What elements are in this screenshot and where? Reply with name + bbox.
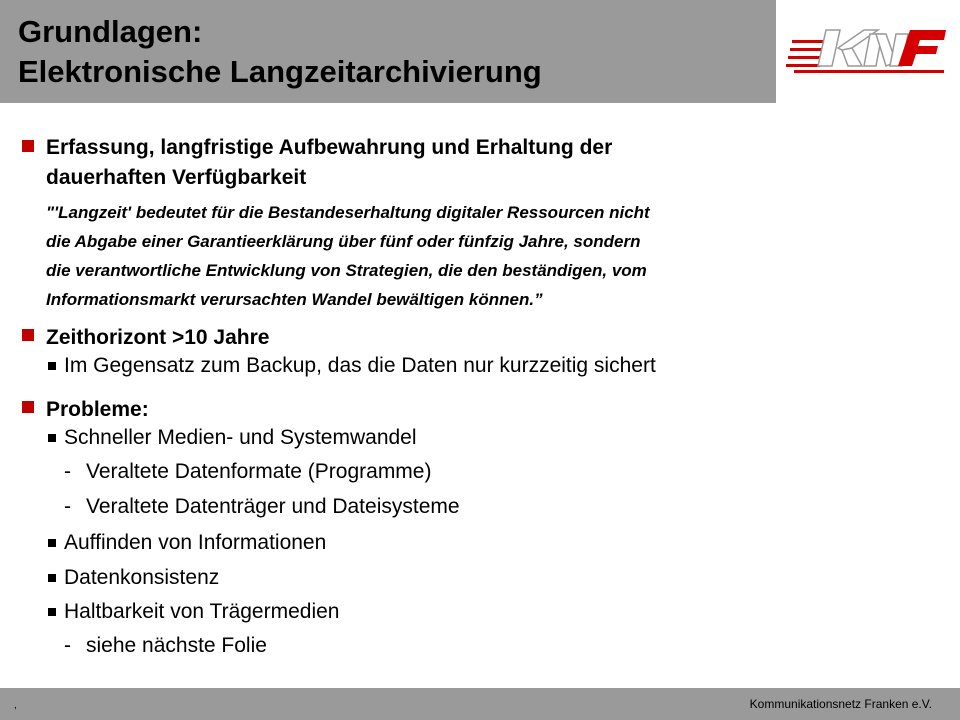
- knf-logo-graphic: [786, 22, 948, 82]
- footer-organization: Kommunikationsnetz Franken e.V.: [749, 697, 932, 711]
- quote-line-2: die Abgabe einer Garantieerklärung über fünf oder fünfzig Jahre, sondern: [46, 232, 641, 251]
- square-bullet-icon: [48, 539, 56, 547]
- slide-title-line-2: Elektronische Langzeitarchivierung: [18, 54, 542, 89]
- square-bullet-icon: [48, 574, 56, 582]
- quote-line-1: "'Langzeit' bedeutet für die Bestandeserhaltung digitaler Ressourcen nicht: [46, 203, 650, 222]
- bullet-3-sub-1: Schneller Medien- und Systemwandel: [64, 426, 417, 449]
- footer-mark: ,: [14, 700, 17, 711]
- quote-line-3: die verantwortliche Entwicklung von Strategien, die den beständigen, vom: [46, 261, 647, 280]
- bullet-3-sub-4-item-1: siehe nächste Folie: [86, 634, 267, 657]
- square-bullet-icon: [48, 608, 56, 616]
- bullet-3-label: Probleme:: [46, 398, 149, 421]
- footer-bar: [0, 688, 960, 720]
- red-bullet-icon: [22, 401, 34, 413]
- bullet-3-sub-4: Haltbarkeit von Trägermedien: [64, 600, 340, 623]
- knf-logo: [786, 22, 948, 82]
- bullet-3-sub-1-item-2: Veraltete Datenträger und Dateisysteme: [86, 495, 460, 518]
- bullet-2-label: Zeithorizont >10 Jahre: [46, 326, 270, 349]
- slide-title-line-1: Grundlagen:: [18, 14, 203, 49]
- bullet-3-sub-1-item-1: Veraltete Datenformate (Programme): [86, 460, 432, 483]
- red-bullet-icon: [22, 329, 34, 341]
- title-bar: [0, 0, 776, 103]
- red-bullet-icon: [22, 140, 34, 152]
- bullet-3-sub-3: Datenkonsistenz: [64, 566, 220, 589]
- bullet-3-sub-2: Auffinden von Informationen: [64, 531, 327, 554]
- bullet-2-sub-1: Im Gegensatz zum Backup, das die Daten nur kurzzeitig sichert: [64, 354, 656, 377]
- bullet-1-line-2: dauerhaften Verfügbarkeit: [46, 166, 307, 189]
- dash-marker: -: [64, 495, 71, 518]
- bullet-1-line-1: Erfassung, langfristige Aufbewahrung und Erhaltung der: [46, 136, 613, 159]
- square-bullet-icon: [48, 362, 56, 370]
- dash-marker: -: [64, 460, 71, 483]
- dash-marker: -: [64, 634, 71, 657]
- square-bullet-icon: [48, 434, 56, 442]
- quote-line-4: Informationsmarkt verursachten Wandel bewältigen können.”: [46, 290, 543, 309]
